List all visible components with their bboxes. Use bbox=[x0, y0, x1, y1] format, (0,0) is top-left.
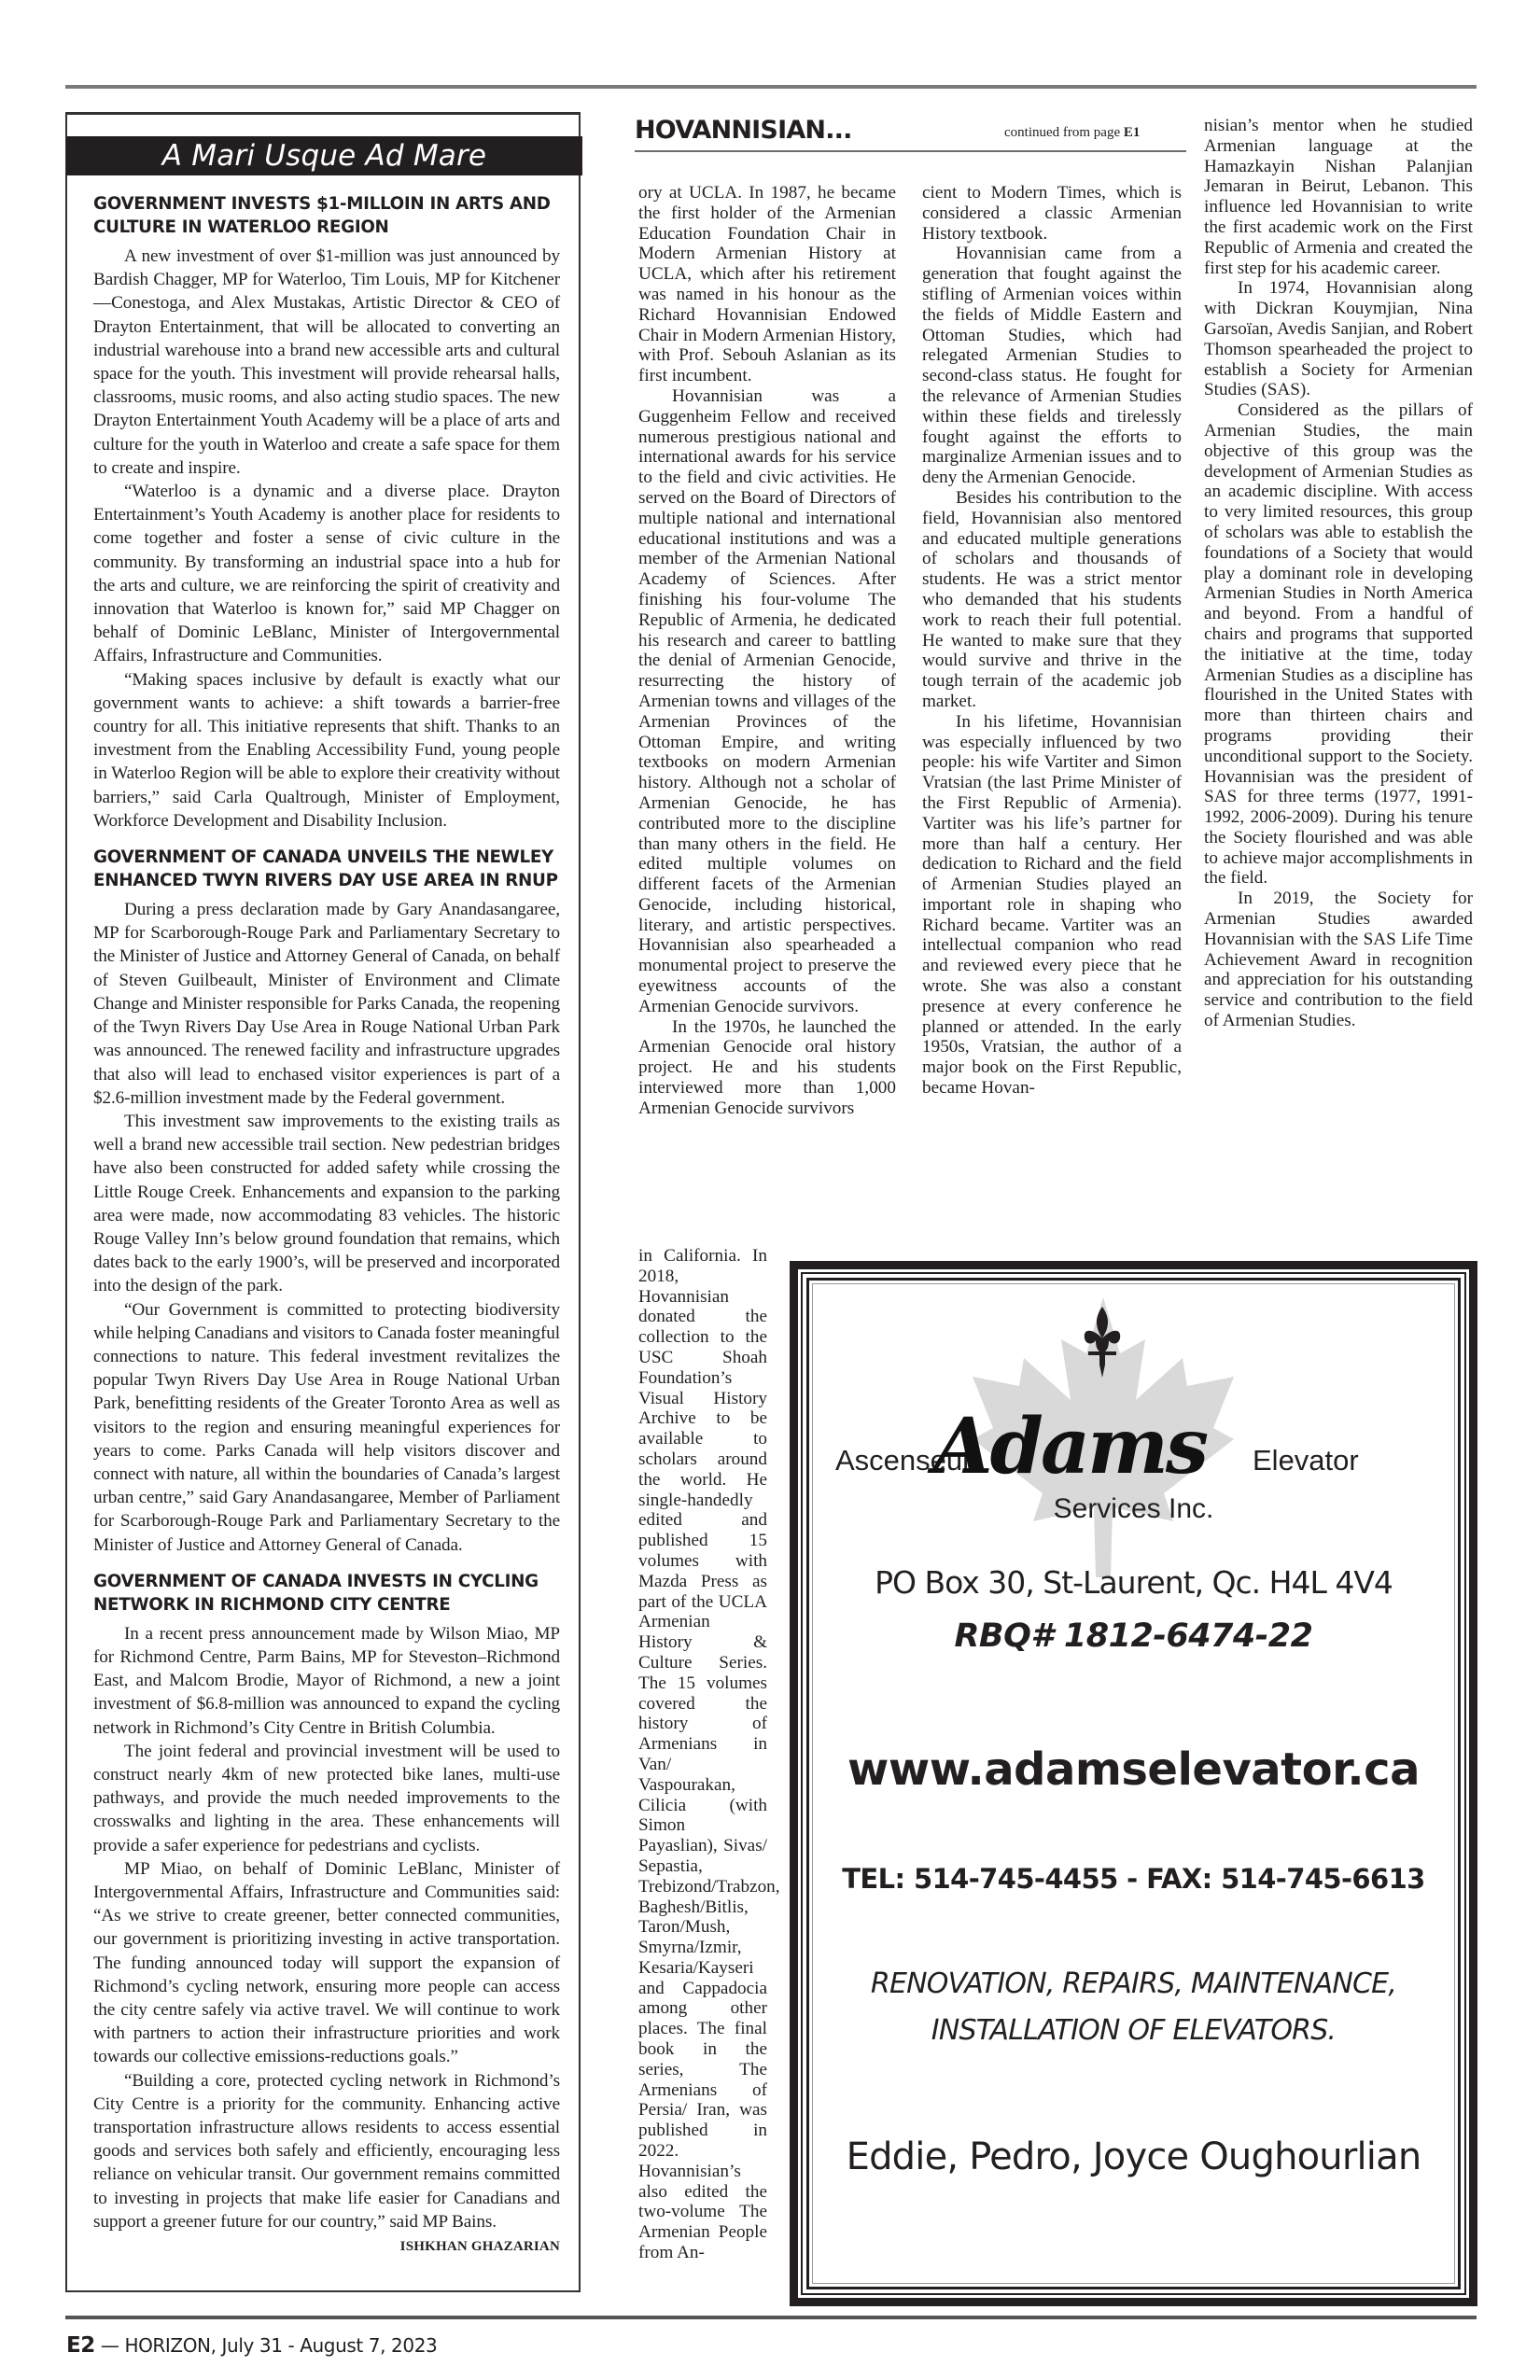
continued-page: E1 bbox=[1123, 125, 1141, 140]
page-footer: E2 — HORIZON, July 31 - August 7, 2023 bbox=[66, 2333, 438, 2358]
page-number: E2 bbox=[66, 2333, 95, 2358]
column-paragraph: cient to Modern Times, which is considered a classic Armenian History textbook. bbox=[922, 183, 1182, 244]
ad-rbq-license: RBQ# 1812-6474-22 bbox=[954, 1617, 1313, 1655]
column-paragraph: In his lifetime, Hovannisian was especially influenced by two people: his wife Vartiter and Simon Vratsian (the last Prime Minister of the First Republic of Armenia). Vartiter was his life’s partner for more than half a century. Her dedication to Richard and the field of Armenian Studies played an important role in shaping who Richard became. Vartiter was an intellectual companion who read and reviewed every piece that he wrote. She was also a constant presence at every conference he planned or attended. In the early 1950s, Vratsian, the author of a major book on the First Republic, became Hovan- bbox=[922, 711, 1182, 1099]
ad-owners: Eddie, Pedro, Joyce Oughourlian bbox=[846, 2135, 1421, 2178]
ad-services-line: RENOVATION, REPAIRS, MAINTENANCE, bbox=[870, 1967, 1397, 2000]
footer-separator: — bbox=[94, 2334, 125, 2357]
article-column-3 bbox=[1204, 116, 1473, 1031]
article-column-1 bbox=[638, 183, 896, 1119]
continued-headline: HOVANNISIAN... bbox=[635, 116, 852, 145]
issue-date: July 31 - August 7, 2023 bbox=[221, 2334, 438, 2357]
top-rule bbox=[65, 85, 1477, 89]
column-paragraph: Hovannisian was a Guggenheim Fellow and received numerous prestigious national and international awards for his service to the field and civic activities. He served on the Board of Directors of multiple national and international educational institutions and was a member of the Armenian National Academy of Sciences. After finishing his four-volume The Republic of Armenia, he dedicated his research and career to battling the denial of Armenian Genocide, resurrecting the history of Armenian towns and villages of the Armenian Provinces of the Ottoman Empire, and writing textbooks on modern Armenian history. Although not a scholar of Armenian Genocide, he has contributed more to the discipline than many others in the field. He edited multiple volumes on different facets of the Armenian Genocide, including historical, literary, and artistic perspectives. Hovannisian also spearheaded a monumental project to preserve the eyewitness accounts of the Armenian Genocide survivors. bbox=[638, 385, 896, 1016]
article-paragraph: In a recent press announcement made by Wilson Miao, MP for Richmond Centre, Parm Bains, MP for Steveston–Richmond East, and Malcom Brodie, Mayor of Richmond, a new a joint investment of $6.8-million was announced to expand the cycling network in Richmond’s City Centre in British Columbia. bbox=[93, 1623, 560, 1738]
column-paragraph: Besides his contribution to the field, Hovannisian also mentored and educated multiple generations of scholars and thousands of students. He was a strict mentor who demanded that his students work to reach their full potential. He wanted to make sure that they would survive and thrive in the tough terrain of the academic job market. bbox=[922, 487, 1182, 711]
column-paragraph: In 1974, Hovannisian along with Dickran Kouymjian, Nina Garsoïan, Avedis Sanjian, and Robert Thomson spearheaded the project to establish a Society for Armenian Studies (SAS). bbox=[1204, 278, 1473, 400]
article-paragraph: MP Miao, on behalf of Dominic LeBlanc, Minister of Intergovernmental Affairs, Infrastructure and Communities said: “As we strive to create greener, better connected communities, our government is prioritizing investing in active transportation. The funding announced today will support the expansion of Richmond’s cycling network, ensuring more people can access the city centre safely via active travel. We will continue to work with partners to action their infrastructure priorities and work towards our collective emissions-reductions goals.” bbox=[93, 1858, 560, 2067]
article-waterloo bbox=[93, 192, 560, 833]
ad-phone-fax: TEL: 514-745-4455 - FAX: 514-745-6613 bbox=[842, 1863, 1425, 1895]
column-paragraph: Hovannisian came from a generation that fought against the stifling of Armenian voices within the fields of Middle Eastern and Ottoman Studies, which had relegated Armenian Studies to second-class status. He fought for the relevance of Armenian Studies within these fields and tirelessly fought against the efforts to marginalize Armenian issues and to deny the Armenian Genocide. bbox=[922, 244, 1182, 488]
publication-name: HORIZON bbox=[124, 2334, 211, 2357]
article-column-2 bbox=[922, 183, 1182, 1099]
column-paragraph: nisian’s mentor when he studied Armenian language at the Hamazkayin Nishan Palanjian Jemaran in Beirut, Lebanon. This influence led Hovannisian to write the first academic work on the First Republic of Armenia and created the first step for his academic career. bbox=[1204, 116, 1473, 278]
bottom-rule bbox=[65, 2316, 1477, 2319]
ad-suffix: Elevator bbox=[1253, 1444, 1359, 1477]
article-paragraph: During a press declaration made by Gary Anandasangaree, MP for Scarborough-Rouge Park and Parliamentary Secretary to the Minister of Justice and Attorney General of Canada, on behalf of Steven Guilbeault, Minister of Environment and Climate Change and Minister responsible for Parks Canada, the reopening of the Twyn Rivers Day Use Area in Rouge National Urban Park was announced. The renewed facility and infrastructure upgrades that also will lead to enchased visitor experiences is part of a $2.6-million investment made by the Federal government. bbox=[93, 900, 560, 1108]
article-headline: GOVERNMENT OF CANADA INVESTS IN CYCLING NETWORK IN RICHMOND CITY CENTRE bbox=[93, 1571, 539, 1615]
headline-rule bbox=[635, 150, 1186, 152]
column-paragraph: in California. In 2018, Hovannisian donated the collection to the USC Shoah Foundation’s Visual History Archive to be available to scholars around the world. He single-handedly edited and published 15 volumes with Mazda Press as part of the UCLA Armenian History & Culture Series. The 15 volumes covered the history of Armenians in Van/ Vaspourakan, Cilicia (with Simon Payaslian), Sivas/ Sepastia, Trebizond/Trabzon, Baghesh/Bitlis, Taron/Mush, Smyrna/Izmir, Kesaria/Kayseri and Cappadocia among other places. The final book in the series, The Armenians of Persia/ Iran, was published in 2022. Hovannisian’s also edited the two-volume The Armenian People from An- bbox=[638, 1246, 780, 2263]
column-paragraph: In the 1970s, he launched the Armenian Genocide oral history project. He and his students interviewed more than 1,000 Armenian Genocide survivors bbox=[638, 1016, 896, 1118]
article-paragraph: This investment saw improvements to the existing trails as well a brand new accessible trail section. New pedestrian bridges have also been constructed for added safety while crossing the Little Rouge Creek. Enhancements and expansion to the parking area were made, now accommodating 83 vehicles. The historic Rouge Valley Inn’s below ground foundation that remains, which dates back to the early 1900’s, will be preserved and incorporated into the design of the park. bbox=[93, 1111, 560, 1296]
article-twyn-rivers bbox=[93, 846, 560, 1557]
article-paragraph: The joint federal and provincial investment will be used to construct nearly 4km of new protected bike lanes, multi-use pathways, and provide the much needed improvements to the crosswalks and lighting in the area. These enhancements will provide a safer experience for pedestrians and cyclists. bbox=[93, 1741, 560, 1855]
section-banner: A Mari Usque Ad Mare bbox=[66, 136, 582, 175]
fleur-de-lis-icon bbox=[1083, 1307, 1122, 1378]
column-paragraph: In 2019, the Society for Armenian Studies awarded Hovannisian with the SAS Life Time Achievement Award in recognition and appreciation for his outstanding service and contribution to the field of Armenian Studies. bbox=[1204, 889, 1473, 1031]
article-paragraph: “Making spaces inclusive by default is exactly what our government wants to achieve: a shift towards a barrier-free country for all. This initiative represents that shift. Thanks to an investment from the Enabling Accessibility Fund, young people in Waterloo Region will be able to explore their creativity without barriers,” said Carla Qualtrough, Minister of Employment, Workforce Development and Disability Inclusion. bbox=[93, 669, 560, 831]
ad-company-suffix: Services Inc. bbox=[1053, 1493, 1214, 1524]
ad-brand-logo: Adams bbox=[933, 1402, 1207, 1491]
article-headline: GOVERNMENT OF CANADA UNVEILS THE NEWLEY ENHANCED TWYN RIVERS DAY USE AREA IN RNUP bbox=[93, 847, 558, 891]
article-column-1-narrow bbox=[638, 1246, 780, 2263]
news-briefs-content bbox=[93, 192, 560, 2268]
ad-services-line: INSTALLATION OF ELEVATORS. bbox=[931, 2014, 1337, 2047]
byline: ISHKHAN GHAZARIAN bbox=[399, 2239, 560, 2255]
ad-website[interactable]: www.adamselevator.ca bbox=[847, 1743, 1420, 1796]
article-paragraph: “Our Government is committed to protecting biodiversity while helping Canadians and visitors to Canada foster meaningful connections to nature. This federal investment revitalizes the popular Twyn Rivers Day Use Area in Rouge National Urban Park, benefitting residents of the Greater Toronto Area as well as visitors to the region and ensuring meaningful experiences for years to come. Parks Canada will help visitors discover and connect with nature, all within the boundaries of Canada’s largest urban centre,” said Gary Anandasangaree, Member of Parliament for Scarborough-Rouge Park and Parliamentary Secretary to the Minister of Justice and Attorney General of Canada. bbox=[93, 1299, 560, 1555]
column-paragraph: ory at UCLA. In 1987, he became the first holder of the Armenian Education Foundation Chair in Modern Armenian History at UCLA, which after his retirement was named in his honour as the Richard Hovannisian Endowed Chair in Modern Armenian History, with Prof. Sebouh Aslanian as its first incumbent. bbox=[638, 183, 896, 386]
ad-address: PO Box 30, St-Laurent, Qc. H4L 4V4 bbox=[875, 1564, 1393, 1601]
continued-text: continued from page bbox=[1004, 125, 1121, 140]
article-paragraph: “Building a core, protected cycling network in Richmond’s City Centre is a priority for the community. Enhancing active transportation infrastructure allows residents to access essential goods and services both safely and efficiently, encouraging less reliance on vehicular transit. Our government remains committed to investing in projects that make life easier for Canadians and support a greener future for our country,” said MP Bains. bbox=[93, 2070, 560, 2232]
ad-prefix: Ascenseur bbox=[835, 1444, 973, 1477]
continued-from-label bbox=[1004, 125, 1140, 141]
article-paragraph: “Waterloo is a dynamic and a diverse place. Drayton Entertainment’s Youth Academy is another place for residents to come together and foster a sense of civic culture in the community. By transforming an industrial space into a hub for the arts and culture, we are reinforcing the spirit of creativity and innovation that Waterloo is known for,” said MP Chagger on behalf of Dominic LeBlanc, Minister of Intergovernmental Affairs, Infrastructure and Communities. bbox=[93, 482, 560, 666]
column-paragraph: Considered as the pillars of Armenian Studies, the main objective of this group was the development of Armenian Studies as an academic discipline. With access to very limited resources, this group of scholars was able to establish the foundations of a Society that would play a dominant role in developing Armenian Studies in North America and beyond. From a handful of chairs and programs that supported the initiative at the time, today Armenian Studies as a discipline has flourished in the United States with more than thirteen chairs and programs providing their unconditional support to the Society. Hovannisian was the president of SAS for three terms (1977, 1991-1992, 2006-2009). During his tenure the Society flourished and was able to achieve major accomplishments in the field. bbox=[1204, 400, 1473, 889]
article-paragraph: A new investment of over $1-million was just announced by Bardish Chagger, MP for Waterloo, Tim Louis, MP for Kitchener—Conestoga, and Alex Mustakas, Artistic Director & CEO of Drayton Entertainment, that will be allocated to converting an industrial warehouse into a brand new accessible arts and cultural space for the youth. This investment will provide rehearsal halls, classrooms, music rooms, and also acting studio spaces. The new Drayton Entertainment Youth Academy will be a place of arts and culture for the youth in Waterloo and create a safe space for them to create and inspire. bbox=[93, 246, 560, 478]
article-headline: GOVERNMENT INVESTS $1-MILLOIN IN ARTS AND CULTURE IN WATERLOO REGION bbox=[93, 194, 551, 237]
article-richmond-cycling bbox=[93, 1570, 560, 2255]
